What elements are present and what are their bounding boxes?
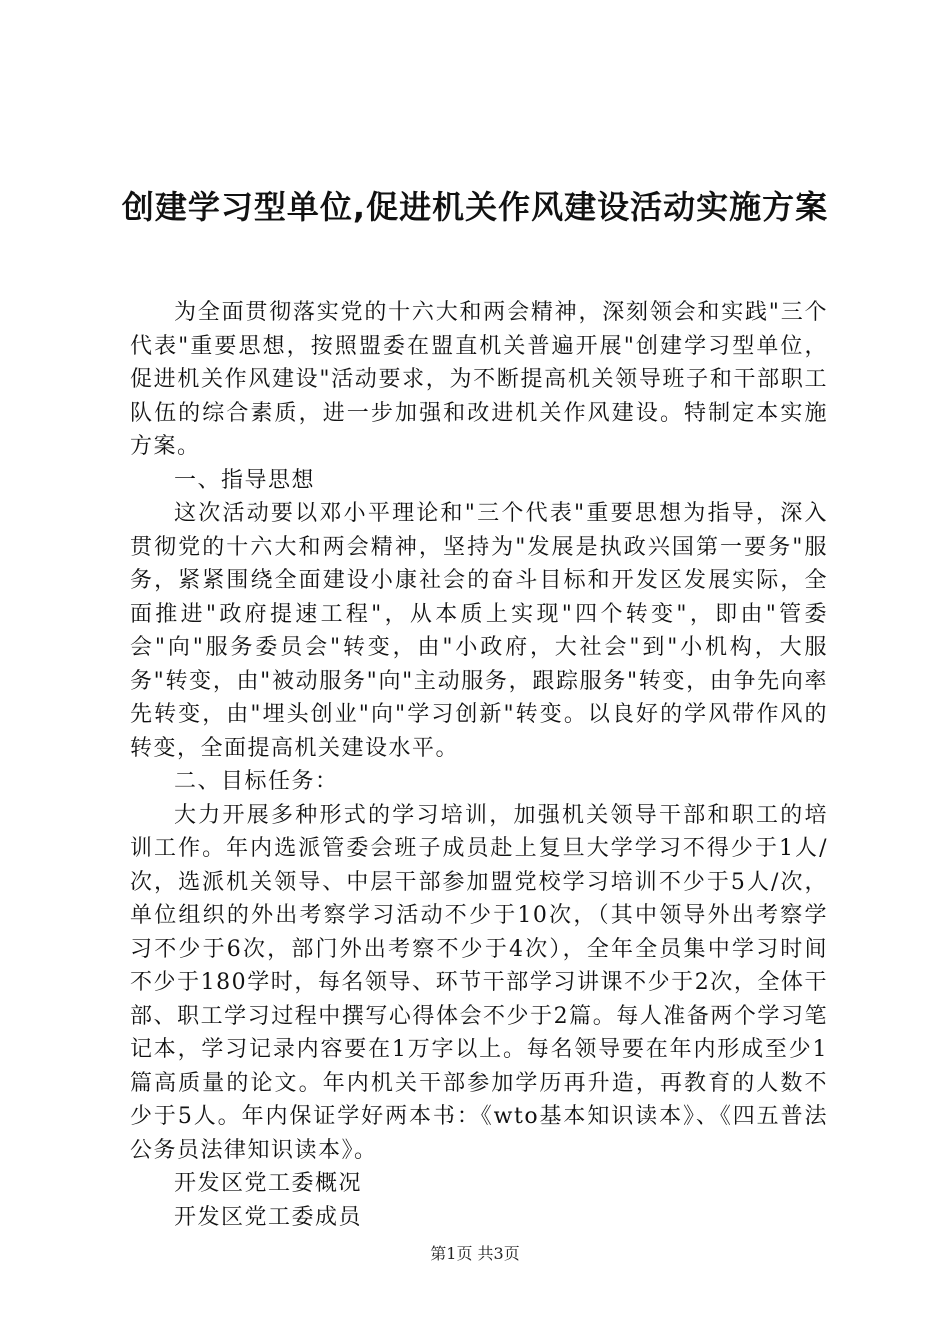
section-heading-guiding-ideology: 一、指导思想 — [174, 467, 316, 493]
overview-line: 开发区党工委概况 — [174, 1171, 363, 1196]
members-line: 开发区党工委成员 — [174, 1204, 363, 1230]
intro-paragraph: 为全面贯彻落实党的十六大和两会精神，深刻领会和实践"三个代表"重要思想，按照盟委在盟直机关普遍开展"创建学习型单位，促进机关作风建设"活动要求，为不断提高机关领导班子和干部职工队伍的综合素质，进一步加强和改进机关作风建设。特制定本实施方案。 — [130, 300, 828, 459]
section-heading-goals-tasks: 二、目标任务： — [174, 769, 339, 794]
guiding-ideology-paragraph: 这次活动要以邓小平理论和"三个代表"重要思想为指导，深入贯彻党的十六大和两会精神，坚持为"发展是执政兴国第一要务"服务，紧紧围绕全面建设小康社会的奋斗目标和开发区发展实际，全面推进"政府提速工程"，从本质上实现"四个转变"，即由"管委会"向"服务委员会"转变，由"小政府，大社会"到"小机构，大服务"转变，由"被动服务"向"主动服务，跟踪服务"转变，由争先向率先转变，由"埋头创业"向"学习创新"转变。以良好的学风带作风的转变，全面提高机关建设水平。 — [130, 501, 828, 761]
document-body — [130, 296, 828, 1234]
page-number-footer: 第1页 共3页 — [430, 1244, 520, 1263]
document-title: 创建学习型单位,促进机关作风建设活动实施方案 — [121, 188, 829, 226]
goals-tasks-paragraph: 大力开展多种形式的学习培训，加强机关领导干部和职工的培训工作。年内选派管委会班子成员赴上复旦大学学习不得少于1人/次，选派机关领导、中层干部参加盟党校学习培训不少于5人/次，单位组织的外出考察学习活动不少于10次，（其中领导外出考察学习不少于6次，部门外出考察不少于4次），全年全员集中学习时间不少于180学时，每名领导、环节干部学习讲课不少于2次，全体干部、职工学习过程中撰写心得体会不少于2篇。每人准备两个学习笔记本，学习记录内容要在1万字以上。每名领导要在年内形成至少1篇高质量的论文。年内机关干部参加学历再升造，再教育的人数不少于5人。年内保证学好两本书：《wto基本知识读本》、《四五普法公务员法律知识读本》。 — [130, 802, 828, 1163]
